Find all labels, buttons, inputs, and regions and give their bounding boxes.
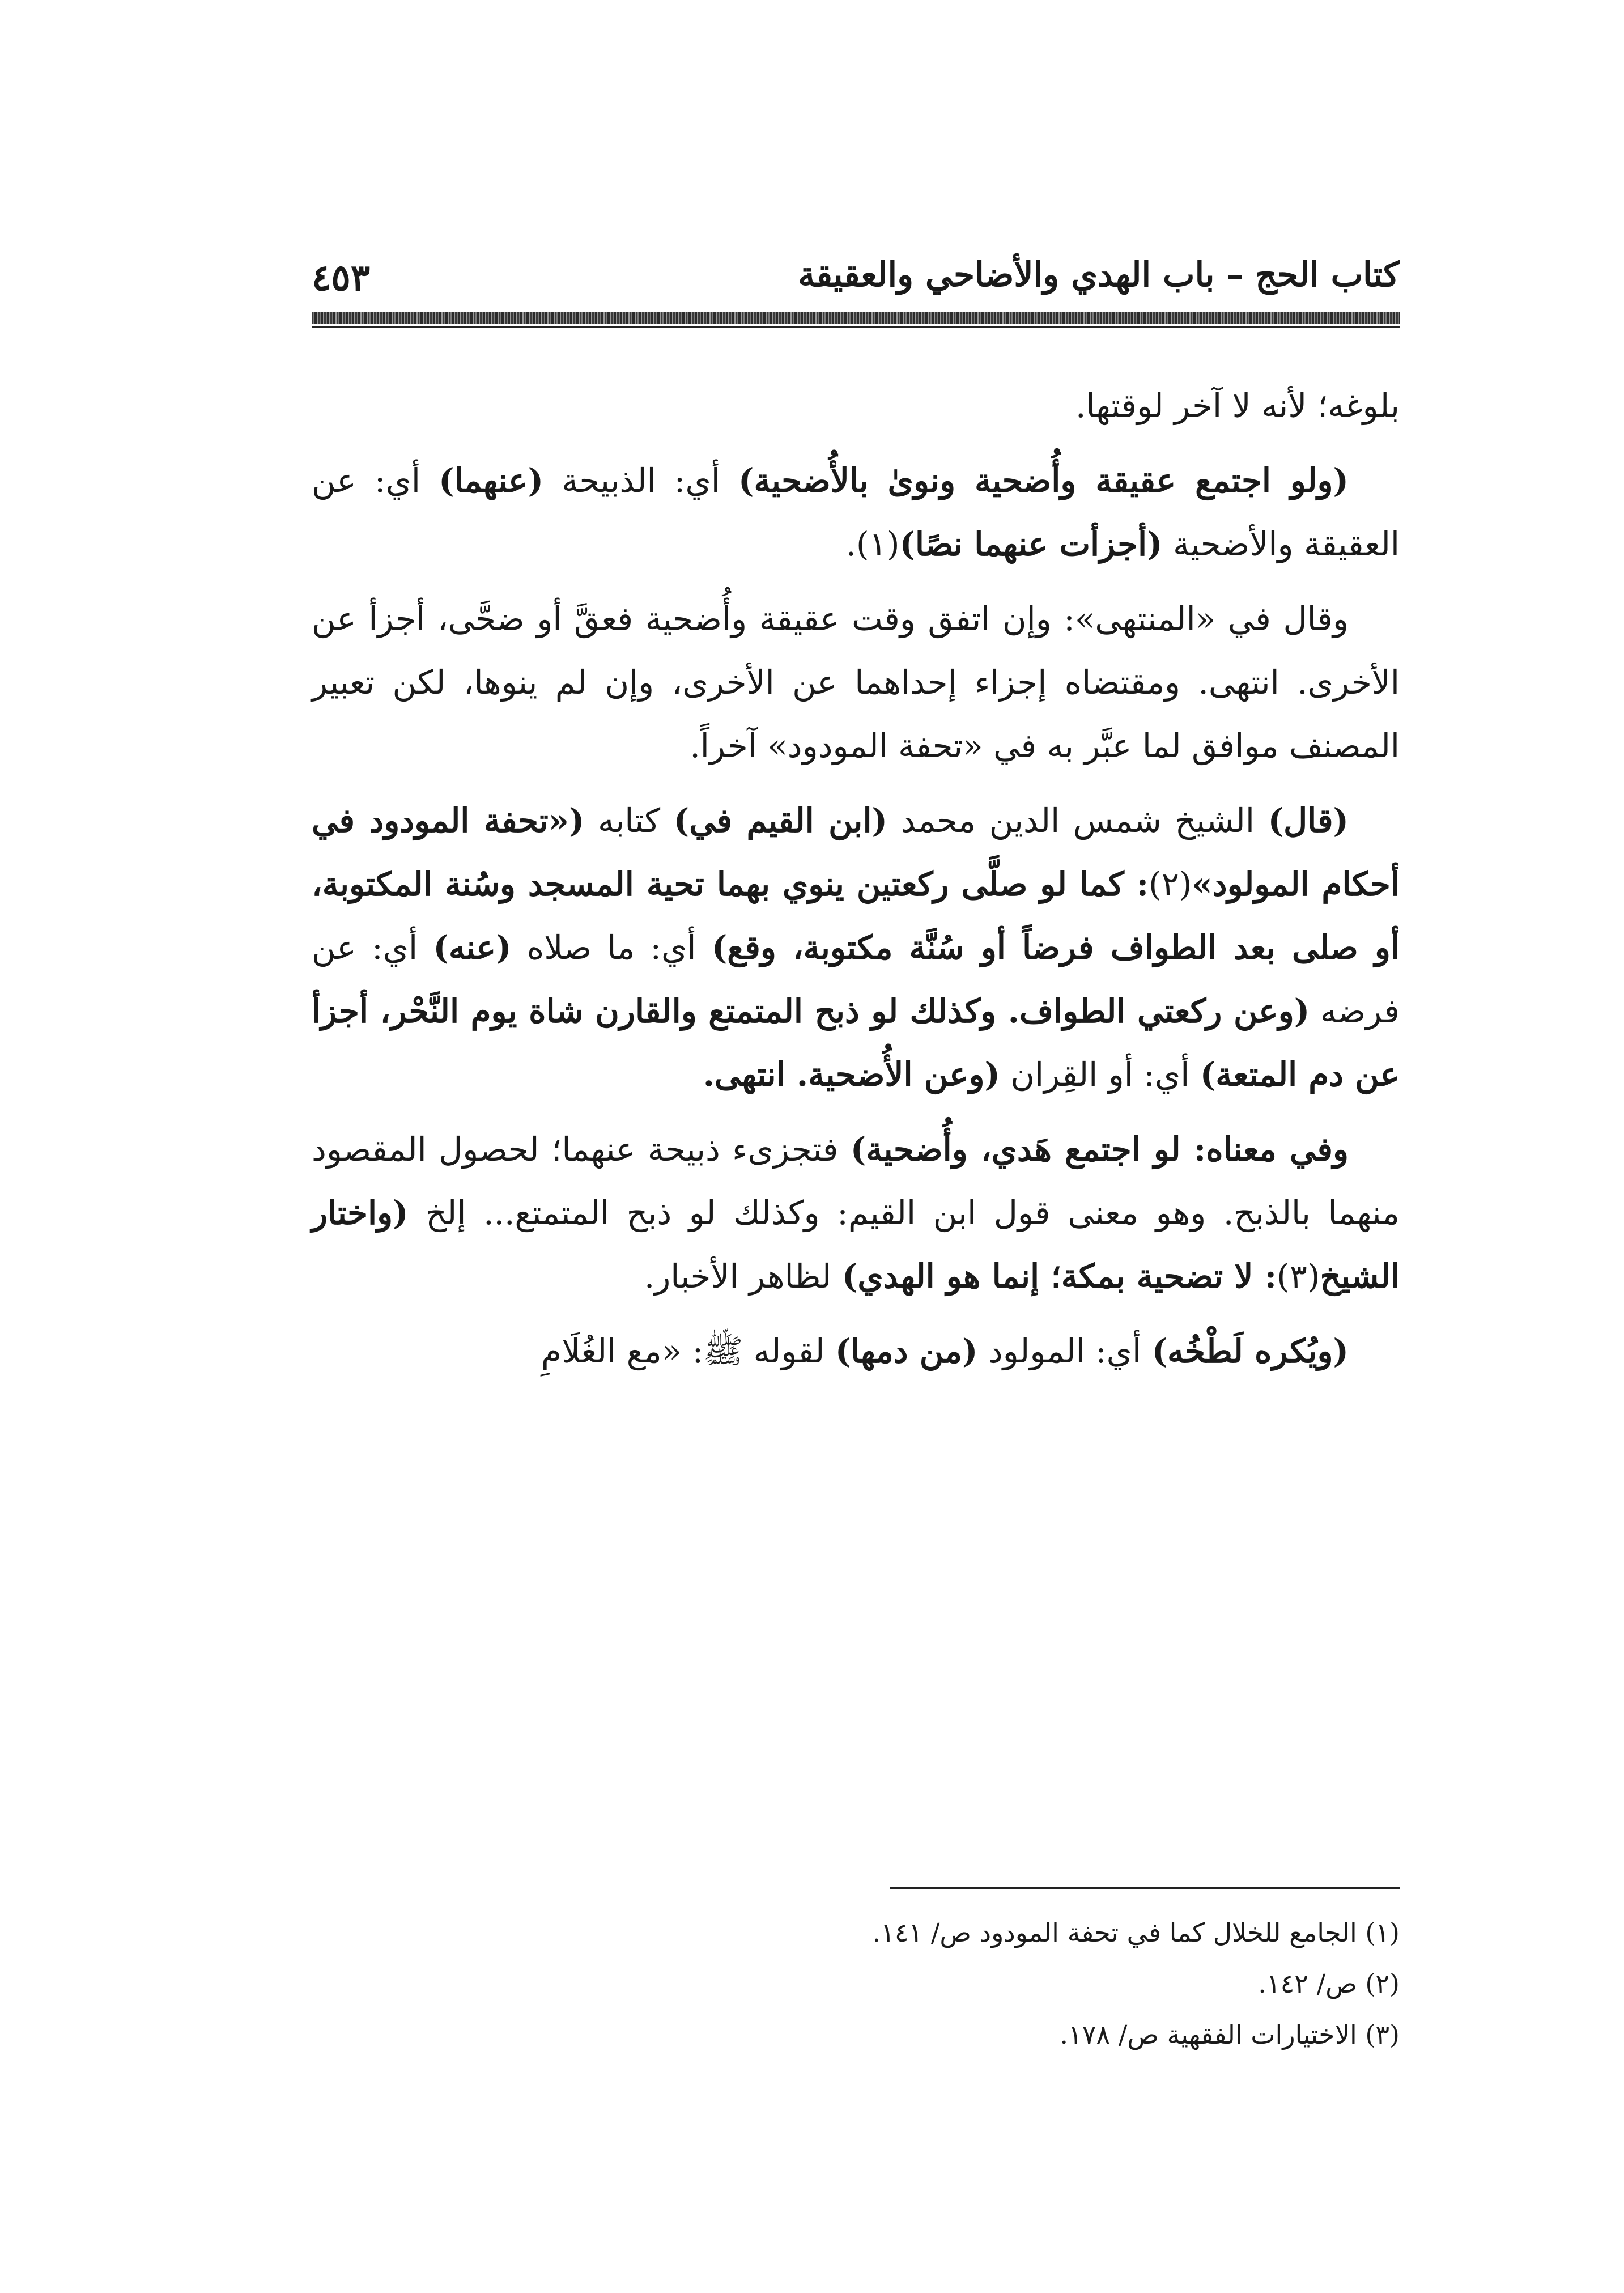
bold-text-segment: : كما لو صلَّى ركعتين ينوي بهما تحية المسجد وسُنة المكتوبة، أو صلى بعد الطواف فرضاً أو سُنَّة مكتوبة، وقع): [312, 865, 1400, 967]
footnote-item: (١) الجامع للخلال كما في تحفة المودود ص/ ١٤١.: [872, 1917, 1400, 1948]
footnote-item: (٣) الاختيارات الفقهية ص/ ١٧٨.: [1060, 2019, 1400, 2050]
text-segment: (١).: [845, 525, 900, 563]
text-segment: أي: عن فرضه: [312, 928, 1400, 1030]
bold-text-segment: (عنه): [433, 928, 512, 967]
bold-text-segment: (وعن ركعتي الطواف. وكذلك لو ذبح المتمتع والقارن شاة يوم النَّحْر، أجزأ عن دم المتعة): [312, 992, 1400, 1094]
bold-text-segment: (أجزأت عنهما نصًا): [899, 525, 1163, 563]
text-segment: أي: الذبيحة: [543, 461, 739, 500]
body-paragraph: [312, 789, 1400, 1106]
text-segment: بلوغه؛ لأنه لا آخر لوقتها.: [1075, 387, 1400, 425]
text-segment: أي: عن العقيقة والأضحية: [312, 461, 1400, 563]
text-segment: (٢): [1149, 865, 1192, 903]
bold-text-segment: (من دمها): [835, 1332, 978, 1370]
text-segment: الشيخ شمس الدين محمد: [887, 801, 1268, 840]
body-paragraph: [312, 1319, 1400, 1383]
running-title: كتاب الحج – باب الهدي والأضاحي والعقيقة: [798, 255, 1400, 295]
bold-text-segment: (واختار الشيخ: [312, 1194, 1400, 1296]
page-number: ٤٥٣: [312, 257, 371, 299]
text-segment: لظاهر الأخبار.: [644, 1257, 842, 1296]
bold-text-segment: (قال): [1268, 801, 1349, 840]
text-segment: أي: المولود: [977, 1332, 1152, 1370]
body-paragraph: [312, 587, 1400, 778]
page-header: [312, 249, 1400, 300]
bold-text-segment: وفي معناه: لو اجتمع هَدي، وأُضحية): [850, 1130, 1349, 1169]
bold-text-segment: (ولو اجتمع عقيقة وأُضحية ونوىٰ بالأُضحية): [738, 461, 1349, 500]
bold-text-segment: («تحفة المودود في أحكام المولود»: [312, 801, 1400, 903]
bold-text-segment: (عنهما): [439, 461, 544, 500]
main-text: [312, 374, 1400, 1394]
text-segment: كتابه: [584, 801, 674, 840]
bold-text-segment: (ابن القيم في): [673, 801, 887, 840]
text-segment: وقال في «المنتهى»: وإن اتفق وقت عقيقة وأُضحية فعقَّ أو ضحَّى، أجزأ عن الأخرى. انتهى. ومقتضاه إجزاء إحداهما عن الأخرى، وإن لم ينوها، لكن تعبير المصنف موافق لما عبَّر به في «تحفة المودود» آخراً.: [312, 600, 1400, 765]
footnotes: [312, 1907, 1400, 2060]
text-segment: (٣): [1277, 1257, 1320, 1296]
footnote-item: (٢) ص/ ١٤٢.: [1258, 1968, 1400, 1999]
footnote-divider: [890, 1887, 1400, 1889]
bold-text-segment: : لا تضحية بمكة؛ إنما هو الهدي): [841, 1257, 1277, 1296]
text-segment: أي: أو القِران: [1000, 1055, 1200, 1094]
bold-text-segment: (ويُكره لَطْخُه): [1151, 1332, 1349, 1370]
body-paragraph: [312, 374, 1400, 438]
text-segment: أي: ما صلاه: [511, 928, 712, 967]
text-segment: لقوله ﷺ: «مع الغُلَامِ: [541, 1332, 835, 1370]
text-segment: فتجزىء ذبيحة عنهما؛ لحصول المقصود منهما بالذبح. وهو معنى قول ابن القيم: وكذلك لو ذبح المتمتع... إلخ: [312, 1130, 1400, 1232]
bold-text-segment: (وعن الأُضحية. انتهى.: [703, 1055, 1000, 1094]
body-paragraph: [312, 449, 1400, 576]
header-divider: [312, 312, 1400, 324]
body-paragraph: [312, 1118, 1400, 1308]
